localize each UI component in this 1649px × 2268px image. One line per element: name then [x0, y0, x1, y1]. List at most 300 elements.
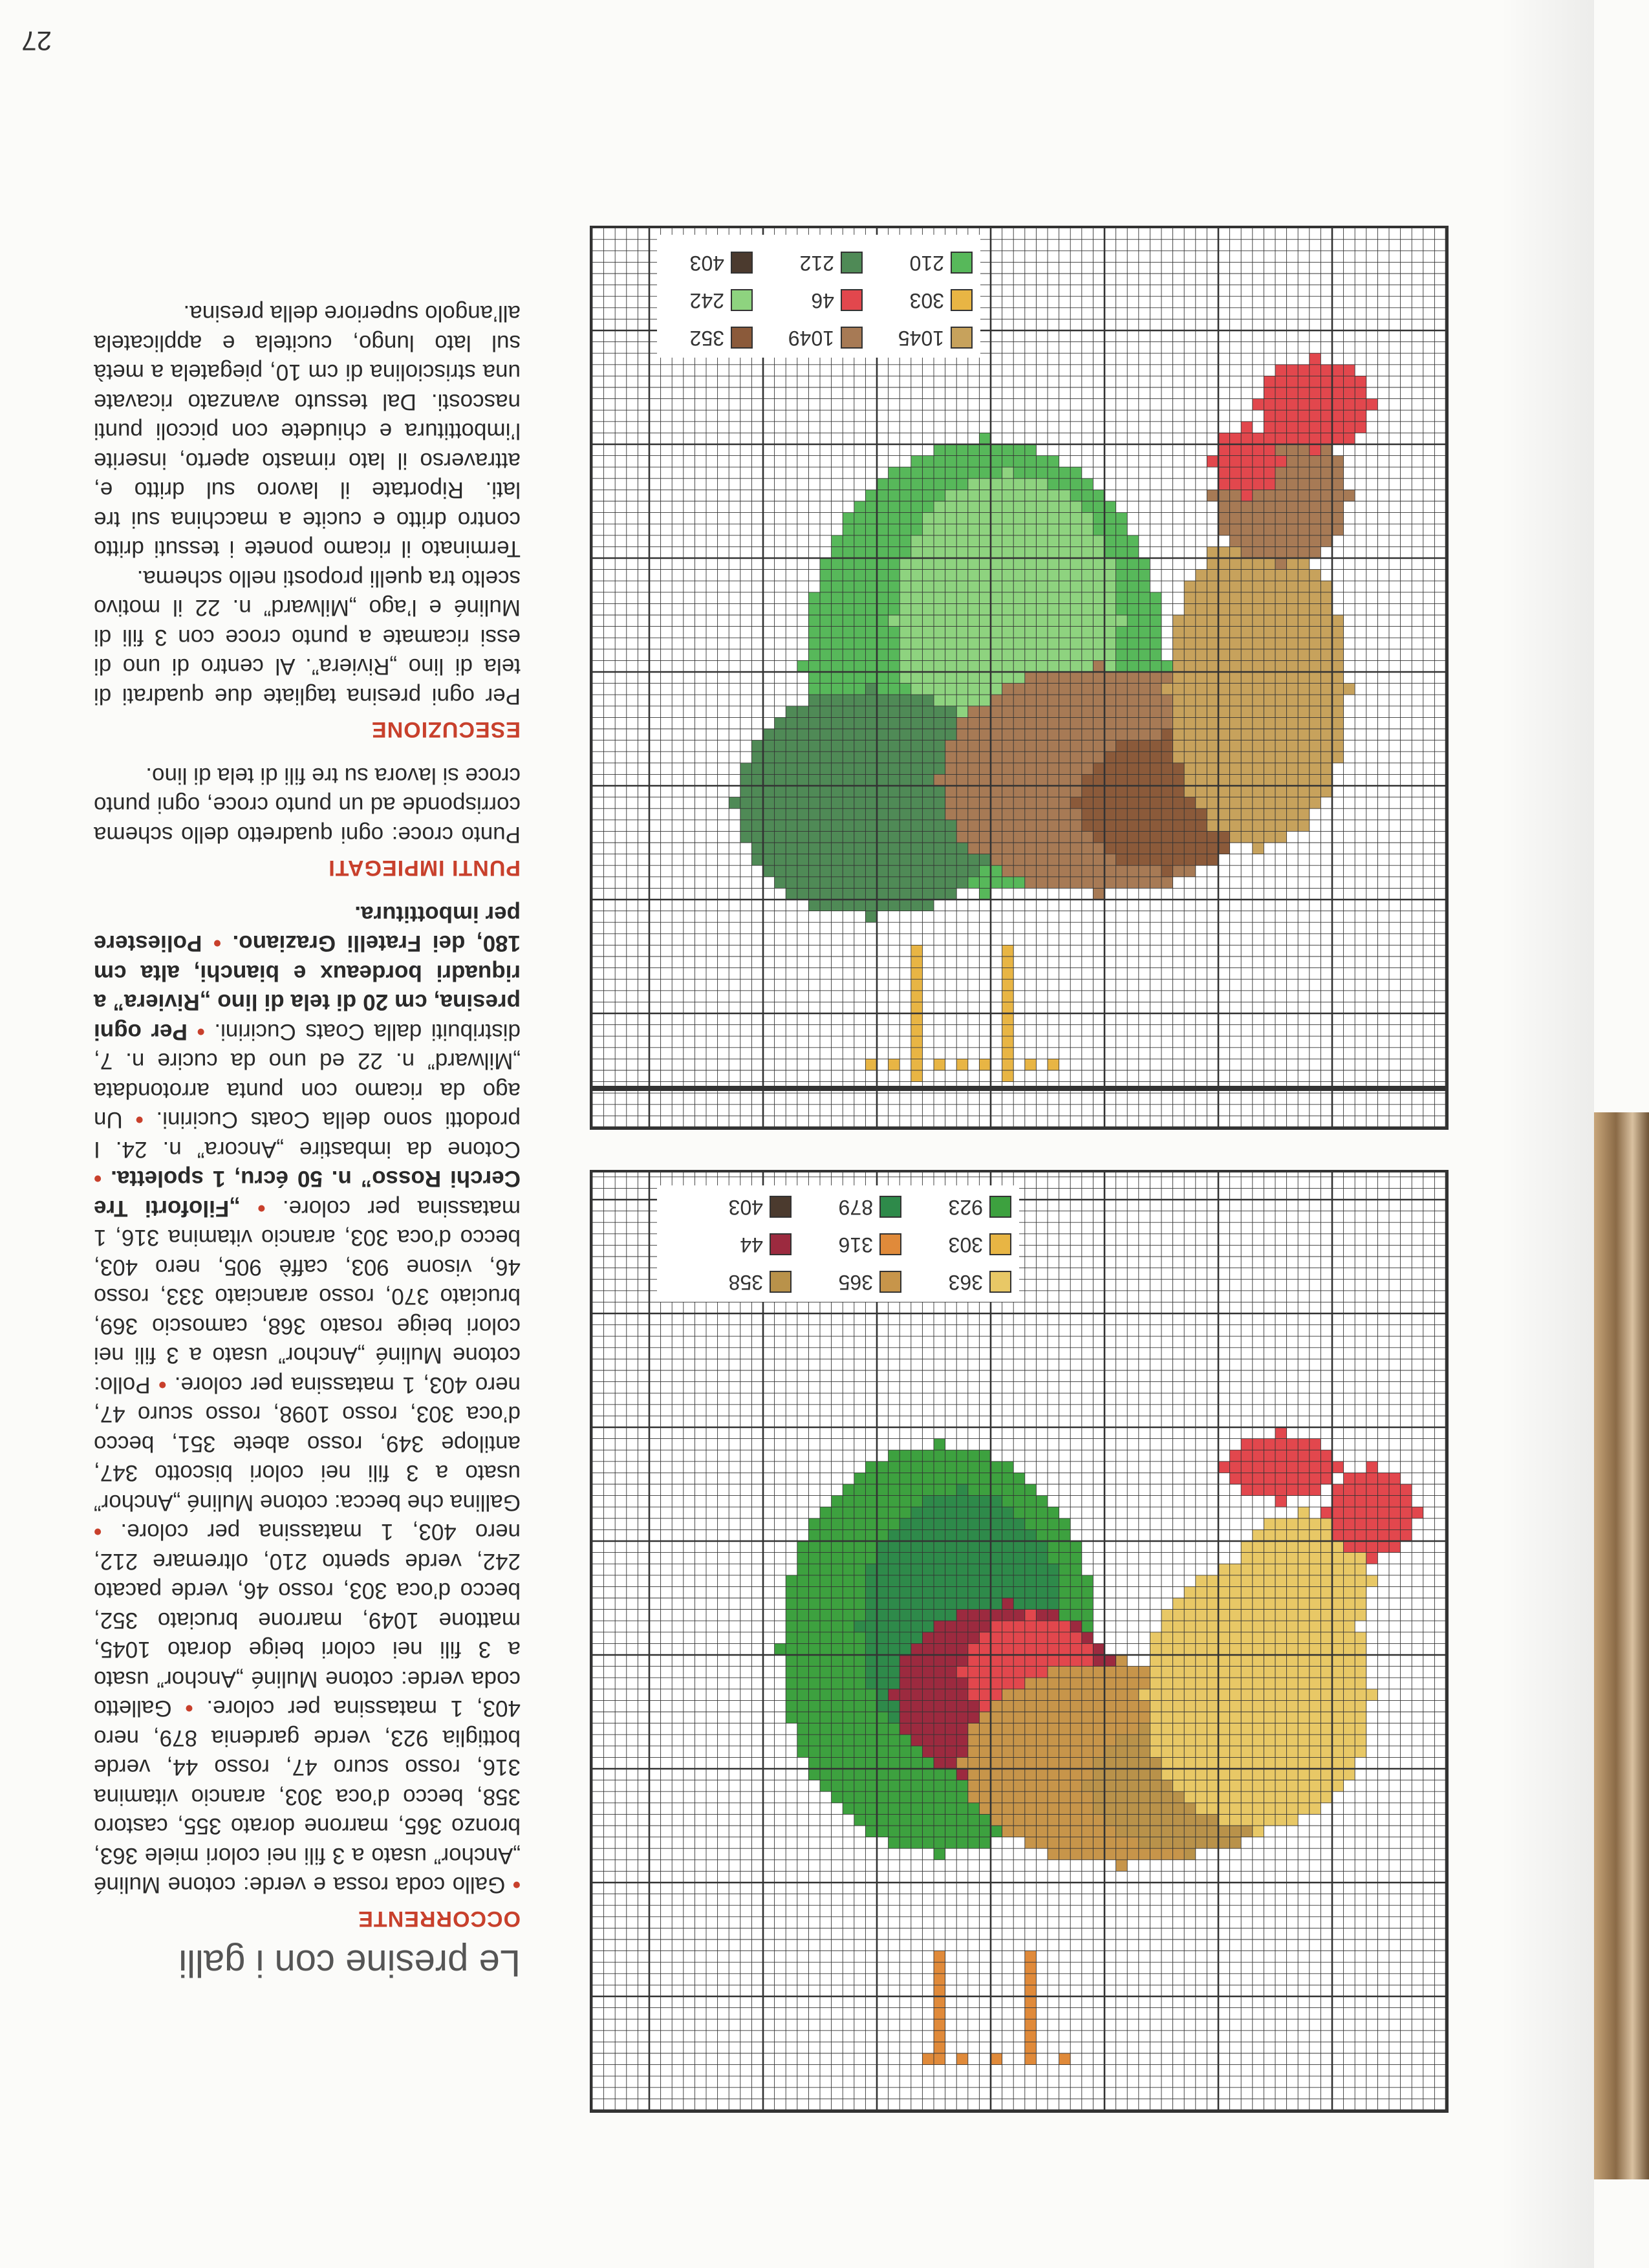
stitch-cell: [865, 831, 877, 843]
stitch-cell: [991, 1518, 1002, 1530]
stitch-cell: [991, 467, 1002, 479]
materials-item-2: Galletto coda verde: cotone Muliné „Anchor” usato a 3 fili nei colori beige dorato 1045, mattone 1049, marrone bruciato 352, becco d’oca 303, rosso 46, verde pacato 242, verde spento 210, oltremare 212, nero 403, 1 matassina per colore.: [94, 1519, 521, 1722]
stitch-cell: [911, 1757, 923, 1769]
stitch-cell: [1002, 490, 1014, 501]
stitch-cell: [865, 501, 877, 513]
stitch-cell: [797, 1746, 809, 1758]
stitch-cell: [1127, 649, 1139, 661]
stitch-cell: [900, 1529, 911, 1541]
stitch-cell: [1332, 524, 1344, 535]
stitch-cell: [832, 1507, 843, 1518]
stitch-cell: [1036, 1723, 1048, 1735]
stitch-cell: [979, 1541, 991, 1553]
stitch-cell: [877, 717, 889, 729]
stitch-cell: [1218, 774, 1230, 786]
stitch-cell: [1002, 592, 1014, 604]
stitch-cell: [889, 1791, 900, 1803]
stitch-cell: [1059, 638, 1071, 649]
stitch-cell: [1070, 820, 1082, 832]
stitch-cell: [1048, 627, 1059, 638]
stitch-cell: [1002, 1826, 1014, 1837]
stitch-cell: [1275, 592, 1287, 604]
stitch-cell: [1002, 672, 1014, 684]
legend-code: 1045: [898, 327, 944, 350]
stitch-cell: [843, 603, 854, 615]
stitch-cell: [1059, 1746, 1071, 1758]
stitch-cell: [979, 1621, 991, 1632]
stitch-cell: [820, 786, 832, 797]
stitch-cell: [1253, 592, 1264, 604]
stitch-cell: [1002, 956, 1014, 968]
stitch-cell: [1082, 672, 1094, 684]
stitch-cell: [900, 717, 911, 729]
materials-item-6: Cotone da imbastire „Ancora” n. 24. I prodotti sono della Coats Cucirini.: [94, 1107, 521, 1162]
stitch-cell: [934, 649, 945, 661]
stitch-cell: [1264, 820, 1275, 832]
stitch-cell: [843, 900, 854, 911]
stitch-cell: [1150, 1848, 1161, 1860]
stitch-cell: [832, 535, 843, 547]
stitch-cell: [1196, 843, 1207, 854]
stitch-cell: [1332, 387, 1344, 399]
stitch-cell: [968, 740, 980, 752]
stitch-cell: [865, 763, 877, 775]
stitch-cell: [1230, 513, 1242, 524]
stitch-cell: [1013, 1529, 1025, 1541]
legend-code: 403: [689, 252, 724, 275]
stitch-cell: [1059, 1712, 1071, 1723]
stitch-cell: [740, 820, 752, 832]
stitch-cell: [1173, 751, 1185, 763]
legend-swatch: [841, 290, 863, 312]
stitch-cell: [1287, 684, 1299, 695]
stitch-cell: [1139, 751, 1150, 763]
stitch-cell: [808, 877, 820, 889]
stitch-cell: [979, 1746, 991, 1758]
stitch-cell: [900, 1621, 911, 1632]
stitch-cell: [922, 1632, 934, 1644]
stitch-cell: [1310, 387, 1321, 399]
stitch-cell: [1013, 854, 1025, 866]
stitch-cell: [1127, 1667, 1139, 1678]
stitch-cell: [1070, 513, 1082, 524]
stitch-cell: [1036, 1826, 1048, 1837]
stitch-cell: [1196, 649, 1207, 661]
stitch-cell: [1082, 1655, 1094, 1667]
stitch-cell: [934, 1575, 945, 1587]
stitch-cell: [1048, 501, 1059, 513]
stitch-cell: [808, 843, 820, 854]
stitch-cell: [991, 1826, 1002, 1837]
stitch-cell: [956, 820, 968, 832]
stitch-cell: [865, 1734, 877, 1746]
stitch-cell: [751, 786, 763, 797]
stitch-cell: [1070, 1757, 1082, 1769]
stitch-cell: [1184, 615, 1196, 627]
stitch-cell: [1116, 513, 1128, 524]
stitch-cell: [832, 603, 843, 615]
stitch-cell: [934, 603, 945, 615]
stitch-cell: [1230, 603, 1242, 615]
stitch-cell: [1105, 865, 1116, 877]
stitch-cell: [1036, 1791, 1048, 1803]
stitch-cell: [786, 888, 797, 900]
stitch-cell: [1002, 1746, 1014, 1758]
stitch-cell: [820, 1598, 832, 1610]
stitch-cell: [979, 1059, 991, 1070]
stitch-cell: [911, 1450, 923, 1462]
stitch-cell: [797, 877, 809, 889]
stitch-cell: [1070, 717, 1082, 729]
stitch-cell: [1320, 638, 1332, 649]
stitch-cell: [1207, 592, 1218, 604]
stitch-cell: [797, 854, 809, 866]
stitch-cell: [1082, 603, 1094, 615]
stitch-cell: [889, 1803, 900, 1815]
stitch-cell: [820, 603, 832, 615]
stitch-cell: [1048, 535, 1059, 547]
stitch-cell: [1025, 820, 1037, 832]
stitch-cell: [979, 763, 991, 775]
stitch-cell: [1002, 1575, 1014, 1587]
stitch-cell: [832, 740, 843, 752]
stitch-cell: [934, 535, 945, 547]
stitch-cell: [945, 627, 957, 638]
stitch-cell: [865, 1621, 877, 1632]
stitch-cell: [968, 444, 980, 456]
stitch-cell: [1139, 877, 1150, 889]
stitch-cell: [1332, 615, 1344, 627]
stitch-cell: [1207, 627, 1218, 638]
stitch-cell: [877, 865, 889, 877]
stitch-cell: [1241, 695, 1253, 706]
stitch-cell: [1241, 490, 1253, 501]
stitch-cell: [911, 1621, 923, 1632]
stitch-cell: [786, 808, 797, 820]
stitch-cell: [1093, 740, 1105, 752]
stitch-cell: [1059, 684, 1071, 695]
stitch-cell: [1184, 854, 1196, 866]
stitch-cell: [1002, 751, 1014, 763]
stitch-cell: [1093, 695, 1105, 706]
stitch-cell: [979, 1723, 991, 1735]
stitch-cell: [854, 1700, 866, 1712]
stitch-cell: [1196, 638, 1207, 649]
stitch-cell: [1230, 808, 1242, 820]
stitch-cell: [832, 558, 843, 570]
stitch-cell: [1139, 660, 1150, 672]
stitch-cell: [1025, 1598, 1037, 1610]
stitch-cell: [843, 1586, 854, 1598]
stitch-cell: [854, 820, 866, 832]
stitch-cell: [763, 774, 775, 786]
stitch-cell: [1332, 751, 1344, 763]
stitch-cell: [911, 831, 923, 843]
stitch-cell: [1139, 717, 1150, 729]
stitch-cell: [808, 1678, 820, 1689]
stitch-cell: [854, 524, 866, 535]
stitch-cell: [877, 479, 889, 490]
stitch-cell: [911, 1575, 923, 1587]
stitch-cell: [1070, 1723, 1082, 1735]
stitch-cell: [991, 717, 1002, 729]
stitch-cell: [1230, 581, 1242, 592]
stitch-cell: [1059, 1723, 1071, 1735]
stitch-cell: [1082, 513, 1094, 524]
stitch-cell: [1048, 729, 1059, 740]
stitch-cell: [1320, 479, 1332, 490]
stitch-cell: [865, 1462, 877, 1473]
stitch-cell: [1207, 660, 1218, 672]
stitch-cell: [877, 1769, 889, 1780]
stitch-cell: [1264, 501, 1275, 513]
stitch-cell: [922, 558, 934, 570]
stitch-cell: [832, 1632, 843, 1644]
stitch-cell: [1070, 763, 1082, 775]
stitch-cell: [1025, 740, 1037, 752]
stitch-cell: [1298, 592, 1310, 604]
stitch-cell: [1048, 467, 1059, 479]
stitch-cell: [956, 797, 968, 809]
stitch-cell: [979, 433, 991, 444]
stitch-cell: [911, 649, 923, 661]
stitch-cell: [922, 900, 934, 911]
stitch-cell: [922, 729, 934, 740]
stitch-cell: [1332, 399, 1344, 411]
stitch-cell: [1207, 763, 1218, 775]
stitch-cell: [1218, 717, 1230, 729]
stitch-cell: [911, 1734, 923, 1746]
stitch-cell: [1139, 1667, 1150, 1678]
stitch-cell: [1207, 729, 1218, 740]
stitch-cell: [991, 1610, 1002, 1621]
stitch-cell: [956, 546, 968, 558]
stitch-cell: [1013, 706, 1025, 718]
stitch-cell: [968, 797, 980, 809]
stitch-cell: [1025, 479, 1037, 490]
legend-item-210: [910, 251, 973, 275]
stitch-cell: [751, 843, 763, 854]
stitch-cell: [991, 1632, 1002, 1644]
stitch-cell: [820, 1757, 832, 1769]
stitch-cell: [1105, 820, 1116, 832]
stitch-cell: [797, 820, 809, 832]
stitch-cell: [1025, 854, 1037, 866]
stitch-cell: [820, 1723, 832, 1735]
stitch-cell: [1048, 843, 1059, 854]
stitch-cell: [1310, 365, 1321, 376]
stitch-cell: [1310, 763, 1321, 775]
stitch-cell: [1059, 695, 1071, 706]
legend-item-352: [690, 326, 753, 350]
stitch-cell: [1082, 649, 1094, 661]
stitch-cell: [786, 763, 797, 775]
stitch-cell: [1105, 581, 1116, 592]
stitch-cell: [1298, 410, 1310, 422]
stitch-cell: [1025, 1689, 1037, 1701]
stitch-cell: [1150, 684, 1161, 695]
stitch-cell: [1253, 649, 1264, 661]
stitch-cell: [1320, 365, 1332, 376]
stitch-cell: [1002, 684, 1014, 695]
stitch-cell: [1036, 660, 1048, 672]
stitch-cell: [1139, 558, 1150, 570]
stitch-cell: [900, 1723, 911, 1735]
stitch-cell: [740, 774, 752, 786]
stitch-cell: [1241, 422, 1253, 433]
stitch-cell: [922, 1529, 934, 1541]
stitch-cell: [945, 774, 957, 786]
stitch-cell: [934, 1700, 945, 1712]
stitch-cell: [877, 1575, 889, 1587]
stitch-cell: [1264, 581, 1275, 592]
stitch-cell: [1002, 1518, 1014, 1530]
stitch-cell: [991, 1814, 1002, 1826]
stitch-cell: [843, 695, 854, 706]
stitch-cell: [979, 854, 991, 866]
stitch-cell: [1013, 479, 1025, 490]
stitch-cell: [843, 1791, 854, 1803]
stitch-cell: [1253, 456, 1264, 468]
stitch-cell: [1048, 1848, 1059, 1860]
stitch-cell: [934, 1826, 945, 1837]
stitch-cell: [911, 535, 923, 547]
stitch-cell: [1082, 490, 1094, 501]
stitch-cell: [968, 1667, 980, 1678]
stitch-cell: [911, 1678, 923, 1689]
stitch-cell: [922, 1723, 934, 1735]
stitch-cell: [1013, 1746, 1025, 1758]
legend-code: 352: [689, 327, 724, 350]
stitch-cell: [945, 660, 957, 672]
stitch-cell: [945, 1837, 957, 1849]
stitch-cell: [968, 1746, 980, 1758]
stitch-cell: [1287, 558, 1299, 570]
stitch-cell: [1230, 672, 1242, 684]
stitch-cell: [1230, 467, 1242, 479]
stitch-cell: [1002, 1700, 1014, 1712]
stitch-cell: [979, 1518, 991, 1530]
stitch-cell: [1298, 570, 1310, 581]
stitch-cell: [775, 865, 786, 877]
stitch-cell: [922, 592, 934, 604]
stitch-cell: [1184, 672, 1196, 684]
stitch-cell: [1048, 490, 1059, 501]
stitch-cell: [956, 660, 968, 672]
stitch-cell: [865, 740, 877, 752]
stitch-cell: [832, 546, 843, 558]
stitch-cell: [922, 649, 934, 661]
stitch-cell: [1127, 1678, 1139, 1689]
stitch-cell: [1253, 820, 1264, 832]
stitch-cell: [1036, 786, 1048, 797]
stitch-cell: [1207, 603, 1218, 615]
stitch-cell: [1230, 695, 1242, 706]
stitch-cell: [911, 717, 923, 729]
stitch-cell: [1082, 729, 1094, 740]
stitch-cell: [1230, 740, 1242, 752]
stitch-cell: [797, 706, 809, 718]
stitch-cell: [1287, 524, 1299, 535]
stitch-cell: [1139, 592, 1150, 604]
stitch-cell: [1002, 558, 1014, 570]
stitch-cell: [843, 672, 854, 684]
stitch-cell: [1287, 570, 1299, 581]
stitch-cell: [1070, 1678, 1082, 1689]
stitch-cell: [1241, 684, 1253, 695]
stitch-cell: [1059, 786, 1071, 797]
stitch-cell: [843, 1780, 854, 1792]
stitch-cell: [832, 1757, 843, 1769]
stitch-cell: [1264, 797, 1275, 809]
stitch-cell: [979, 1450, 991, 1462]
stitch-cell: [1264, 615, 1275, 627]
stitch-cell: [1036, 570, 1048, 581]
stitch-cell: [956, 501, 968, 513]
stitch-cell: [1139, 729, 1150, 740]
stitch-cell: [956, 1462, 968, 1473]
stitch-cell: [1013, 808, 1025, 820]
stitch-cell: [877, 831, 889, 843]
stitch-cell: [1230, 558, 1242, 570]
stitch-cell: [1002, 1586, 1014, 1598]
stitch-cell: [832, 1678, 843, 1689]
legend-code: 303: [909, 289, 944, 312]
stitch-cell: [1048, 1564, 1059, 1575]
stitch-cell: [1025, 1837, 1037, 1849]
stitch-cell: [1082, 1689, 1094, 1701]
stitch-cell: [922, 570, 934, 581]
stitch-cell: [877, 638, 889, 649]
stitch-cell: [1093, 638, 1105, 649]
stitch-cell: [991, 603, 1002, 615]
stitch-cell: [1059, 1757, 1071, 1769]
stitch-cell: [934, 1667, 945, 1678]
stitch-cell: [1196, 603, 1207, 615]
stitch-cell: [854, 672, 866, 684]
stitch-cell: [889, 695, 900, 706]
stitch-cell: [1332, 433, 1344, 444]
stitch-cell: [1013, 729, 1025, 740]
stitch-cell: [1093, 1643, 1105, 1655]
stitch-cell: [945, 797, 957, 809]
stitch-cell: [854, 1803, 866, 1815]
stitch-cell: [1013, 1473, 1025, 1484]
legend-swatch: [841, 252, 863, 274]
stitch-cell: [1275, 820, 1287, 832]
stitch-cell: [979, 490, 991, 501]
stitch-cell: [945, 1700, 957, 1712]
cross-stitch-chart-rooster-green-tail: [590, 226, 1449, 1130]
stitch-cell: [1139, 1700, 1150, 1712]
stitch-cell: [1298, 501, 1310, 513]
stitch-cell: [900, 854, 911, 866]
stitch-cell: [865, 1586, 877, 1598]
stitch-cell: [1048, 1791, 1059, 1803]
stitch-cell: [1036, 877, 1048, 889]
stitch-cell: [854, 535, 866, 547]
stitch-cell: [808, 1700, 820, 1712]
stitch-cell: [1025, 570, 1037, 581]
stitch-cell: [1025, 877, 1037, 889]
stitch-cell: [1105, 660, 1116, 672]
stitch-cell: [797, 1678, 809, 1689]
stitch-cell: [1070, 1848, 1082, 1860]
stitch-cell: [968, 535, 980, 547]
stitch-cell: [1013, 1667, 1025, 1678]
stitch-cell: [1059, 1586, 1071, 1598]
stitch-cell: [934, 820, 945, 832]
